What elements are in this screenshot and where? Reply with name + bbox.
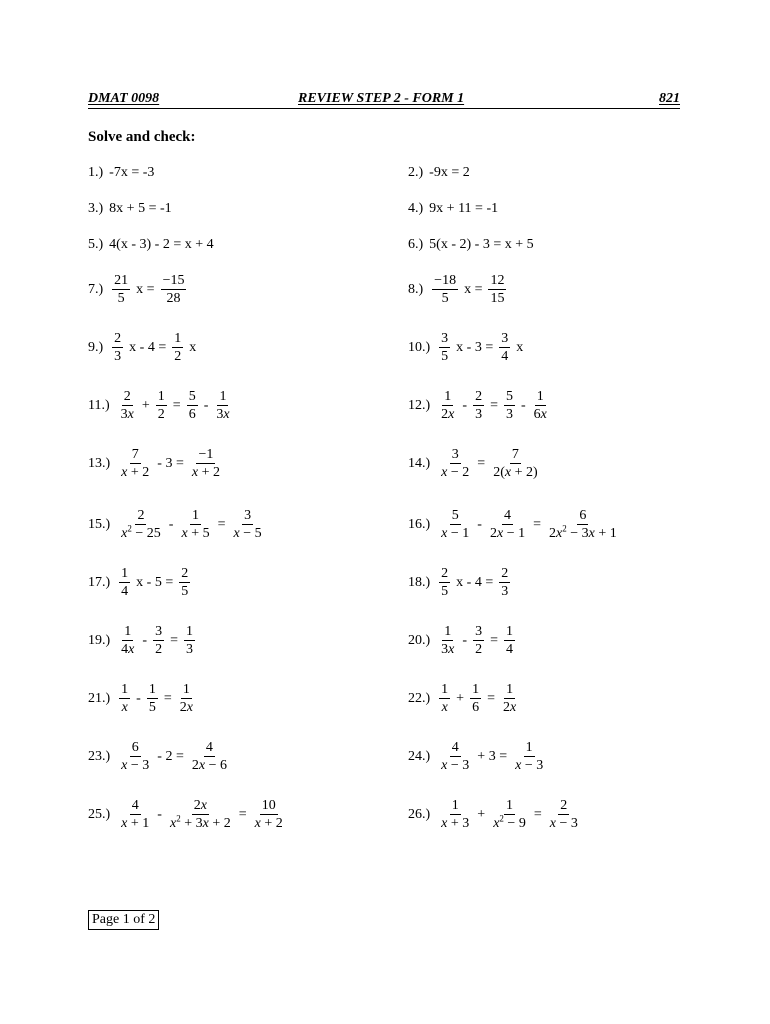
problem-number: 10.) [408, 339, 431, 355]
problem-6 [408, 237, 534, 253]
problem-number: 18.) [408, 574, 431, 590]
problem-number: 24.) [408, 748, 431, 764]
problem-8: 8.) $\frac{-18}{5}$ x = $\frac{12}{15}$ [408, 273, 505, 306]
header [88, 91, 680, 111]
fraction: $\frac{1}{2}$ [174, 331, 182, 364]
problem-number: 17.) [88, 574, 111, 590]
problem-number: 13.) [88, 455, 111, 471]
problem-number: 20.) [408, 632, 431, 648]
problem-7: 7.) $\frac{21}{5}$ x = $\frac{-15}{28}$ [88, 273, 185, 306]
problem-24: 24.) $\frac{4}{x - 3}$ + 3 = $\frac{1}{x - 3}$ [408, 740, 544, 773]
problem-9: 9.) $\frac{2}{3}$ x - 4 = $\frac{1}{2}$ x [88, 331, 197, 364]
equation: 9x + 11 = -1 [429, 201, 499, 216]
instructions: Solve and check: [88, 129, 196, 145]
problem-3 [88, 201, 172, 217]
equation: 4(x - 3) - 2 = x + 4 [109, 237, 214, 252]
fraction: $\frac{3}{5}$ [441, 331, 449, 364]
header-rule [88, 108, 680, 109]
problem-25: 25.) $\frac{4}{x + 1}$ - $\frac{2x}{x^2 + 3x + 2}$ = $\frac{10}{x + 2}$ [88, 798, 283, 831]
problem-5 [88, 237, 214, 253]
problem-number: 22.) [408, 690, 431, 706]
problem-18: 18.) $\frac{2}{5}$ x - 4 = $\frac{2}{3}$ [408, 566, 509, 599]
course-code: DMAT 0098 [88, 91, 160, 106]
problem-number: 9.) [88, 339, 104, 355]
fraction: $\frac{3}{4}$ [501, 331, 509, 364]
problem-number: 19.) [88, 632, 111, 648]
fraction: $\frac{-15}{28}$ [162, 273, 185, 306]
problem-number: 21.) [88, 690, 111, 706]
problem-13: 13.) $\frac{7}{x + 2}$ - 3 = $\frac{-1}{x + 2}$ [88, 447, 220, 480]
equation: -9x = 2 [429, 165, 470, 180]
problem-number: 6.) [408, 237, 424, 252]
problem-10: 10.) $\frac{3}{5}$ x - 3 = $\frac{3}{4}$ x [408, 331, 524, 364]
problem-number: 2.) [408, 165, 424, 180]
form-number: 821 [659, 91, 680, 106]
equation: -7x = -3 [109, 165, 155, 180]
fraction: $\frac{-18}{5}$ [434, 273, 457, 306]
problem-20: 20.) $\frac{1}{3x}$ - $\frac{3}{2}$ = $\frac{1}{4}$ [408, 624, 513, 657]
problem-2 [408, 165, 470, 181]
problem-14: 14.) $\frac{3}{x - 2}$ = $\frac{7}{2(x + 2)}$ [408, 447, 538, 480]
page-indicator: Page 1 of 2 [88, 910, 159, 930]
problem-1 [88, 165, 154, 181]
problem-number: 3.) [88, 201, 104, 216]
problem-15: 15.) $\frac{2}{x^2 - 25}$ - $\frac{1}{x + 5}$ = $\frac{3}{x - 5}$ [88, 508, 262, 541]
worksheet-title: REVIEW STEP 2 - FORM 1 [298, 91, 465, 106]
problem-11: 11.) $\frac{2}{3x}$ + $\frac{1}{2}$ = $\frac{5}{6}$ - $\frac{1}{3x}$ [88, 389, 230, 422]
problem-26: 26.) $\frac{1}{x + 3}$ + $\frac{1}{x^2 - 9}$ = $\frac{2}{x - 3}$ [408, 798, 578, 831]
fraction: $\frac{21}{5}$ [114, 273, 129, 306]
problem-number: 14.) [408, 455, 431, 471]
problem-12: 12.) $\frac{1}{2x}$ - $\frac{2}{3}$ = $\frac{5}{3}$ - $\frac{1}{6x}$ [408, 389, 547, 422]
problem-17: 17.) $\frac{1}{4}$ x - 5 = $\frac{2}{5}$ [88, 566, 189, 599]
problem-number: 5.) [88, 237, 104, 252]
problem-16: 16.) $\frac{5}{x - 1}$ - $\frac{4}{2x - 1}$ = $\frac{6}{2x^2 - 3x + 1}$ [408, 508, 617, 541]
problem-number: 8.) [408, 281, 424, 297]
problem-number: 15.) [88, 516, 111, 532]
equation: 5(x - 2) - 3 = x + 5 [429, 237, 534, 252]
problem-number: 16.) [408, 516, 431, 532]
problem-number: 11.) [88, 397, 110, 413]
problem-21: 21.) $\frac{1}{x}$ - $\frac{1}{5}$ = $\frac{1}{2x}$ [88, 682, 193, 715]
problem-number: 25.) [88, 806, 111, 822]
fraction: $\frac{2}{3}$ [114, 331, 122, 364]
problem-number: 26.) [408, 806, 431, 822]
problem-4 [408, 201, 498, 217]
problem-number: 23.) [88, 748, 111, 764]
problem-number: 7.) [88, 281, 104, 297]
equation: 8x + 5 = -1 [109, 201, 172, 216]
problem-number: 12.) [408, 397, 431, 413]
problem-19: 19.) $\frac{1}{4x}$ - $\frac{3}{2}$ = $\frac{1}{3}$ [88, 624, 193, 657]
problem-number: 1.) [88, 165, 104, 180]
problem-23: 23.) $\frac{6}{x - 3}$ - 2 = $\frac{4}{2x - 6}$ [88, 740, 227, 773]
problem-number: 4.) [408, 201, 424, 216]
fraction: $\frac{12}{15}$ [490, 273, 505, 306]
problem-22: 22.) $\frac{1}{x}$ + $\frac{1}{6}$ = $\frac{1}{2x}$ [408, 682, 517, 715]
